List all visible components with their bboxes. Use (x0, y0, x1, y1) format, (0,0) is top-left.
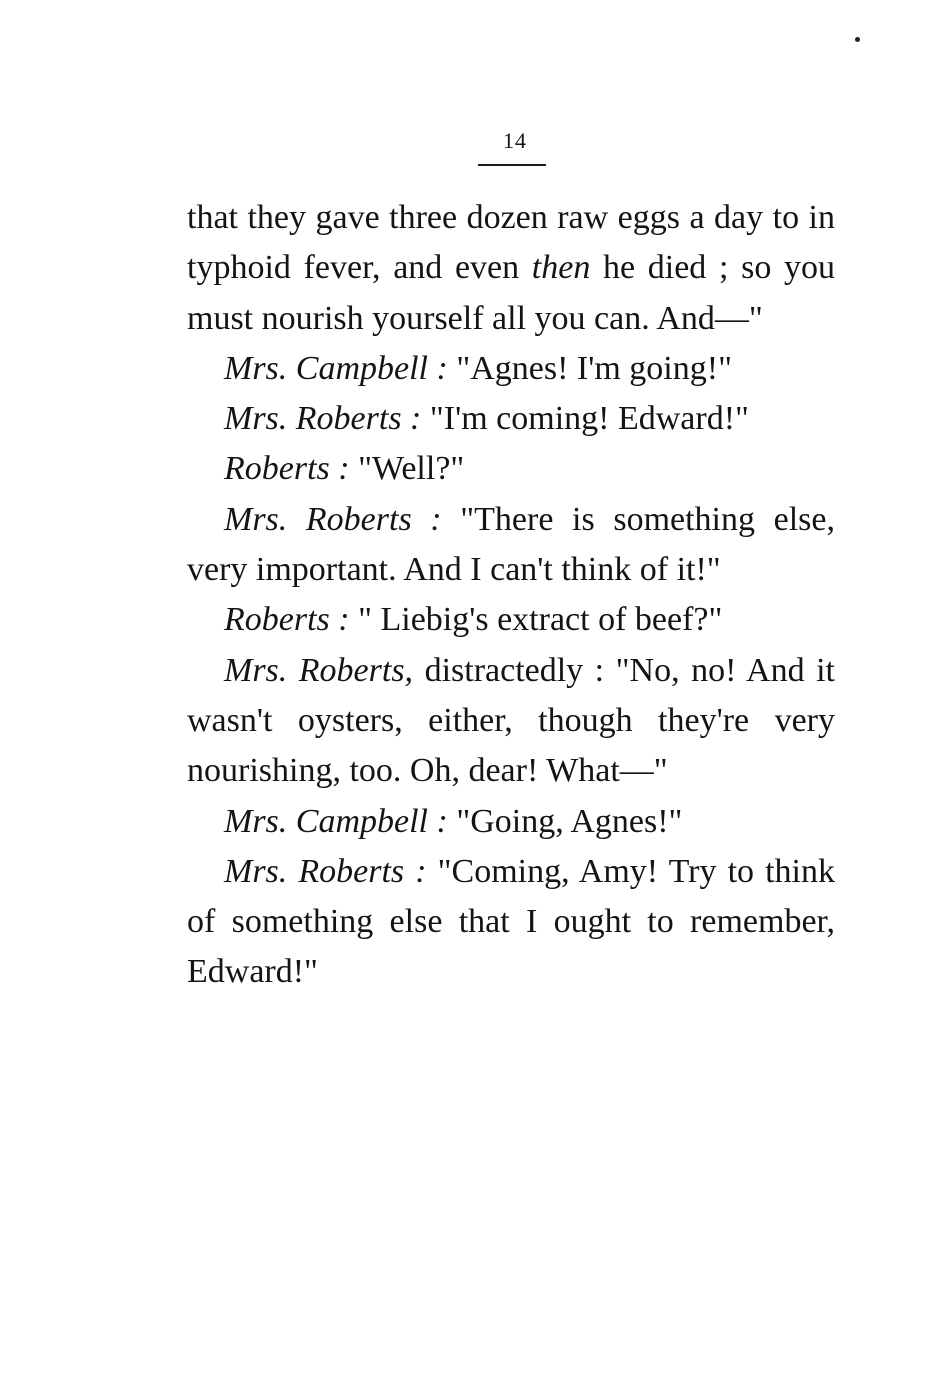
page-number-rule (478, 164, 546, 166)
dialogue-line (187, 847, 835, 998)
speaker-name: Mrs. Roberts : (224, 400, 422, 438)
dialogue-text: "Going, Agnes!" (447, 802, 683, 840)
speaker-name: Mrs. Roberts : (224, 852, 427, 890)
speaker-name: Roberts : (224, 601, 350, 639)
speaker-name: Mrs. Roberts : (224, 500, 442, 538)
body-text (187, 193, 835, 998)
dialogue-line (187, 646, 835, 797)
speaker-name: Mrs. Campbell : (224, 802, 448, 840)
page-speck (855, 37, 860, 42)
speaker-name: Mrs. Roberts, (224, 651, 414, 689)
page-number: 14 (503, 128, 527, 153)
dialogue-text: "There is something else, very important. And I can't think of it!" (187, 500, 835, 589)
dialogue-line (187, 394, 835, 444)
dialogue-text: "Well?" (349, 450, 465, 488)
dialogue-line (187, 797, 835, 847)
dialogue-text: "Coming, Amy! Try to think of something else that I ought to remember, Edward!" (187, 852, 835, 991)
dialogue-text: distractedly : "No, no! And it wasn't oysters, either, though they're very nourishing, too. Oh, dear! What—" (187, 651, 835, 790)
paragraph-text-continued: he died ; so you must nourish yourself all you can. And—" (187, 249, 835, 337)
dialogue-line (187, 495, 835, 596)
dialogue-line (187, 444, 835, 494)
dialogue-text: "Agnes! I'm going!" (447, 349, 732, 387)
dialogue-line (187, 595, 835, 645)
emphasis-word: then (531, 249, 591, 287)
speaker-name: Roberts : (224, 450, 350, 488)
paragraph (187, 193, 835, 344)
speaker-name: Mrs. Campbell : (224, 349, 448, 387)
dialogue-text: " Liebig's extract of beef?" (349, 601, 723, 639)
dialogue-text: "I'm coming! Edward!" (421, 400, 749, 438)
paragraph-text: that they gave three dozen raw eggs a day to in typhoid fever, and even (187, 199, 835, 287)
dialogue-line (187, 344, 835, 394)
